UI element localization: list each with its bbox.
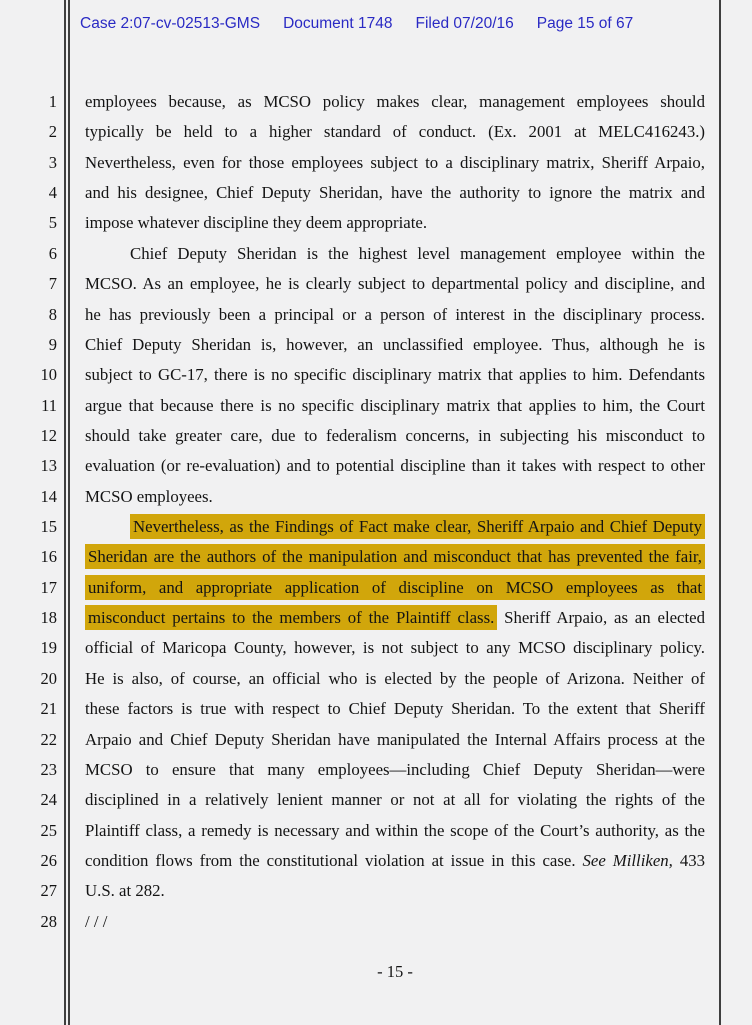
- line-text: [85, 330, 705, 360]
- line-number: 26: [40, 850, 57, 870]
- line-number: 15: [40, 517, 57, 537]
- highlighted-text: misconduct pertains to the members of the Plaintiff class.: [85, 605, 497, 630]
- document-line: [0, 300, 719, 330]
- line-number: 2: [48, 122, 57, 142]
- line-number: 7: [48, 274, 57, 294]
- document-line: [0, 178, 719, 208]
- document-line: [0, 451, 719, 481]
- document-line: [0, 117, 719, 147]
- document-line: [0, 239, 719, 269]
- line-text: [85, 117, 705, 147]
- case-header-page-count: Page 15 of 67: [536, 15, 634, 32]
- document-line: [0, 633, 719, 663]
- line-number: 1: [48, 92, 57, 111]
- line-number: 25: [40, 820, 57, 840]
- document-line: [0, 148, 719, 178]
- line-text: [85, 421, 705, 451]
- line-number: 19: [40, 638, 57, 658]
- line-text: [85, 876, 705, 906]
- text-segment: employees because, as MCSO policy makes clear, management employees should: [85, 92, 705, 111]
- text-segment: should take greater care, due to federalism concerns, in subjecting his misconduct to: [85, 425, 705, 445]
- line-text: [85, 694, 705, 724]
- text-segment: MCSO to ensure that many employees—including Chief Deputy Sheridan—were: [85, 759, 705, 779]
- line-text: [85, 573, 705, 603]
- document-line: [0, 907, 719, 937]
- highlighted-text: uniform, and appropriate application of discipline on MCSO employees as that: [85, 575, 705, 600]
- line-number: 10: [40, 365, 57, 385]
- line-text: [85, 603, 705, 633]
- document-line: [0, 421, 719, 451]
- document-line: [0, 785, 719, 815]
- text-segment: / / /: [85, 911, 108, 931]
- line-text: [85, 360, 705, 390]
- text-segment: MCSO employees.: [85, 486, 213, 506]
- document-line: [0, 542, 719, 572]
- document-line: [0, 876, 719, 906]
- text-segment: he has previously been a principal or a person of interest in the disciplinary process.: [85, 304, 705, 324]
- line-text: [85, 846, 705, 876]
- text-segment: U.S. at 282.: [85, 881, 165, 901]
- line-text: [85, 269, 705, 299]
- text-segment: these factors is true with respect to Chief Deputy Sheridan. To the extent that Sheriff: [85, 699, 705, 719]
- text-segment: Sheriff Arpaio, as an elected: [497, 608, 706, 628]
- line-number: 5: [48, 213, 57, 233]
- highlighted-text: Nevertheless, as the Findings of Fact make clear, Sheriff Arpaio and Chief Deputy: [130, 514, 705, 539]
- text-segment: Plaintiff class, a remedy is necessary and within the scope of the Court’s authority, as the: [85, 820, 705, 840]
- text-segment: condition flows from the constitutional violation at issue in this case.: [85, 850, 583, 870]
- document-line: [0, 512, 719, 542]
- document-line: [0, 755, 719, 785]
- document-line: [0, 603, 719, 633]
- line-number: 9: [48, 334, 57, 354]
- line-number: 24: [40, 790, 57, 810]
- text-segment: and his designee, Chief Deputy Sheridan, have the authority to ignore the matrix and: [85, 183, 705, 203]
- line-number: 28: [40, 911, 57, 931]
- text-segment: argue that because there is no specific disciplinary matrix that applies to him, the Court: [85, 395, 705, 415]
- document-line: [0, 208, 719, 238]
- page-number: - 15 -: [377, 962, 413, 981]
- document-line: [0, 816, 719, 846]
- line-text: [85, 178, 705, 208]
- line-number: 18: [40, 608, 57, 628]
- line-number: 6: [48, 243, 57, 263]
- text-segment: impose whatever discipline they deem appropriate.: [85, 213, 428, 233]
- line-number: 14: [40, 486, 57, 506]
- document-line: [0, 269, 719, 299]
- line-text: [85, 208, 705, 238]
- text-segment: See Milliken,: [582, 850, 673, 870]
- line-number: 11: [41, 395, 57, 415]
- line-text: [85, 512, 705, 542]
- line-text: [85, 87, 705, 117]
- line-text: [85, 391, 705, 421]
- text-segment: He is also, of course, an official who is elected by the people of Arizona. Neither of: [85, 668, 705, 688]
- case-header-filed-date: Filed 07/20/16: [415, 15, 514, 32]
- case-header: [80, 14, 633, 34]
- document-line: [0, 664, 719, 694]
- case-header-document-number: Document 1748: [283, 15, 393, 32]
- line-number: 17: [40, 577, 57, 597]
- line-text: [85, 755, 705, 785]
- document-line: [0, 482, 719, 512]
- highlighted-text: Sheridan are the authors of the manipulation and misconduct that has prevented the fair,: [85, 544, 705, 569]
- right-rule: [719, 0, 721, 1025]
- document-line: [0, 330, 719, 360]
- text-segment: 433: [672, 850, 705, 870]
- line-number: 22: [40, 729, 57, 749]
- line-list: [0, 87, 719, 937]
- line-number: 27: [40, 881, 57, 901]
- text-segment: Chief Deputy Sheridan is, however, an unclassified employee. Thus, although he is: [85, 334, 705, 354]
- line-text: [85, 816, 705, 846]
- line-number: 8: [48, 304, 57, 324]
- document-line: [0, 694, 719, 724]
- line-text: [85, 785, 705, 815]
- document-line: [0, 573, 719, 603]
- text-segment: subject to GC-17, there is no specific disciplinary matrix that applies to him. Defendants: [85, 365, 705, 385]
- line-text: [85, 148, 705, 178]
- line-number: 23: [40, 759, 57, 779]
- document-line: [0, 360, 719, 390]
- line-number: 13: [40, 456, 57, 476]
- text-segment: Nevertheless, even for those employees subject to a disciplinary matrix, Sheriff Arpaio,: [85, 152, 705, 172]
- document-line: [0, 87, 719, 117]
- case-header-case-number: Case 2:07-cv-02513-GMS: [80, 15, 261, 32]
- text-segment: official of Maricopa County, however, is not subject to any MCSO disciplinary policy.: [85, 638, 705, 658]
- line-number: 20: [40, 668, 57, 688]
- document-line: [0, 725, 719, 755]
- line-number: 3: [48, 152, 57, 172]
- line-number: 21: [40, 699, 57, 719]
- line-text: [85, 725, 705, 755]
- line-text: [85, 482, 705, 512]
- text-segment: Chief Deputy Sheridan is the highest level management employee within the: [130, 243, 705, 263]
- line-text: [85, 239, 705, 269]
- line-text: [85, 633, 705, 663]
- text-segment: MCSO. As an employee, he is clearly subject to departmental policy and discipline, and: [85, 274, 705, 294]
- line-text: [85, 542, 705, 572]
- text-segment: typically be held to a higher standard of conduct. (Ex. 2001 at MELC416243.): [85, 122, 705, 142]
- text-segment: evaluation (or re-evaluation) and to potential discipline than it takes with respect to other: [85, 456, 705, 476]
- line-text: [85, 907, 705, 937]
- line-text: [85, 664, 705, 694]
- document-line: [0, 846, 719, 876]
- line-text: [85, 451, 705, 481]
- text-segment: Arpaio and Chief Deputy Sheridan have manipulated the Internal Affairs process at the: [85, 729, 705, 749]
- line-number: 16: [40, 547, 57, 567]
- line-number: 12: [40, 425, 57, 445]
- text-segment: disciplined in a relatively lenient manner or not at all for violating the rights of the: [85, 790, 705, 810]
- line-text: [85, 300, 705, 330]
- document-line: [0, 391, 719, 421]
- line-number: 4: [48, 183, 57, 203]
